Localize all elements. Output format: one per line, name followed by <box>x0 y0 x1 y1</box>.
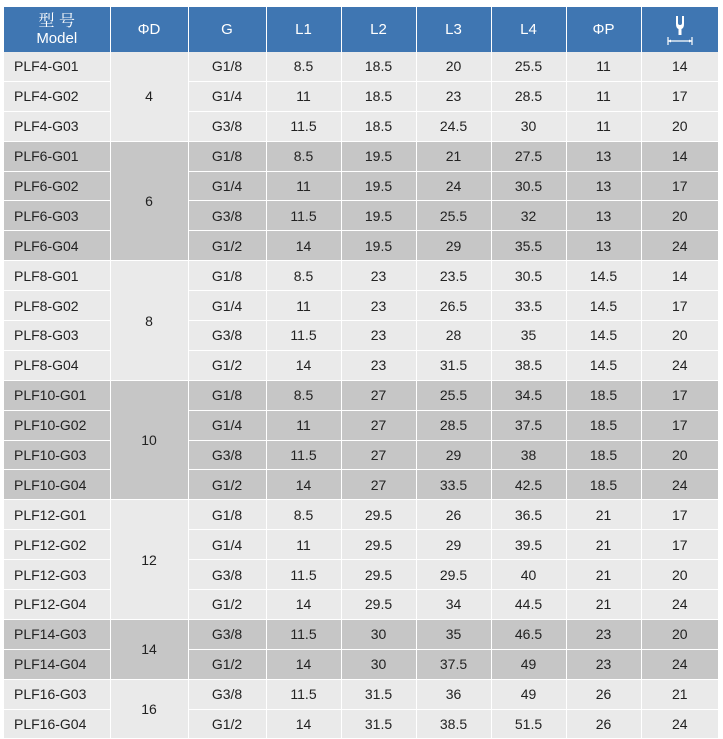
cell-phi-d: 12 <box>110 500 188 620</box>
cell-l2: 29.5 <box>341 590 416 620</box>
cell-l3: 25.5 <box>416 380 491 410</box>
cell-g: G1/4 <box>188 530 266 560</box>
header-phi-p: ΦP <box>566 7 641 52</box>
cell-phi-d: 8 <box>110 261 188 381</box>
cell-l4: 36.5 <box>491 500 566 530</box>
cell-phi_p: 26 <box>566 679 641 709</box>
cell-phi-d: 16 <box>110 679 188 739</box>
cell-g: G3/8 <box>188 440 266 470</box>
cell-l2: 23 <box>341 261 416 291</box>
cell-l1: 14 <box>266 350 341 380</box>
cell-g: G1/2 <box>188 470 266 500</box>
cell-l3: 24 <box>416 171 491 201</box>
cell-wrench: 20 <box>641 440 718 470</box>
cell-model: PLF6-G02 <box>4 171 110 201</box>
header-model <box>4 7 110 52</box>
cell-wrench: 17 <box>641 380 718 410</box>
cell-wrench: 24 <box>641 590 718 620</box>
cell-l4: 49 <box>491 649 566 679</box>
cell-l4: 38.5 <box>491 350 566 380</box>
cell-phi-d: 14 <box>110 619 188 679</box>
cell-g: G1/8 <box>188 380 266 410</box>
cell-g: G1/2 <box>188 709 266 739</box>
cell-model: PLF6-G04 <box>4 231 110 261</box>
cell-l4: 37.5 <box>491 410 566 440</box>
header-l1: L1 <box>266 7 341 52</box>
cell-l3: 28 <box>416 321 491 351</box>
cell-wrench: 20 <box>641 560 718 590</box>
cell-phi-d: 4 <box>110 52 188 141</box>
cell-model: PLF8-G03 <box>4 321 110 351</box>
cell-l2: 23 <box>341 321 416 351</box>
cell-g: G1/8 <box>188 141 266 171</box>
cell-l1: 11 <box>266 530 341 560</box>
cell-model: PLF4-G02 <box>4 81 110 111</box>
cell-phi-d: 10 <box>110 380 188 500</box>
cell-l3: 28.5 <box>416 410 491 440</box>
cell-phi_p: 14.5 <box>566 350 641 380</box>
cell-l1: 14 <box>266 590 341 620</box>
cell-l2: 18.5 <box>341 111 416 141</box>
cell-model: PLF14-G03 <box>4 619 110 649</box>
cell-l1: 11 <box>266 291 341 321</box>
cell-l2: 18.5 <box>341 81 416 111</box>
cell-phi_p: 14.5 <box>566 291 641 321</box>
cell-l3: 25.5 <box>416 201 491 231</box>
cell-wrench: 20 <box>641 321 718 351</box>
cell-l1: 14 <box>266 649 341 679</box>
cell-l2: 19.5 <box>341 201 416 231</box>
cell-phi_p: 13 <box>566 231 641 261</box>
table-row <box>4 52 718 81</box>
cell-g: G1/2 <box>188 649 266 679</box>
cell-g: G1/2 <box>188 231 266 261</box>
cell-g: G1/4 <box>188 410 266 440</box>
cell-phi_p: 13 <box>566 171 641 201</box>
table-body <box>4 52 718 739</box>
cell-g: G3/8 <box>188 619 266 649</box>
cell-model: PLF12-G03 <box>4 560 110 590</box>
cell-l4: 25.5 <box>491 52 566 81</box>
cell-g: G1/2 <box>188 590 266 620</box>
cell-model: PLF16-G03 <box>4 679 110 709</box>
cell-l2: 29.5 <box>341 530 416 560</box>
cell-l1: 11.5 <box>266 679 341 709</box>
cell-l3: 34 <box>416 590 491 620</box>
cell-g: G3/8 <box>188 321 266 351</box>
cell-wrench: 24 <box>641 649 718 679</box>
header-wrench <box>641 7 718 52</box>
cell-g: G3/8 <box>188 560 266 590</box>
cell-model: PLF12-G04 <box>4 590 110 620</box>
cell-model: PLF16-G04 <box>4 709 110 739</box>
cell-phi_p: 21 <box>566 590 641 620</box>
cell-l4: 27.5 <box>491 141 566 171</box>
cell-l2: 27 <box>341 410 416 440</box>
cell-l4: 28.5 <box>491 81 566 111</box>
cell-model: PLF6-G03 <box>4 201 110 231</box>
cell-l1: 14 <box>266 709 341 739</box>
table-row <box>4 500 718 530</box>
cell-l2: 31.5 <box>341 679 416 709</box>
cell-l3: 35 <box>416 619 491 649</box>
header-l2: L2 <box>341 7 416 52</box>
cell-l1: 14 <box>266 231 341 261</box>
cell-phi_p: 13 <box>566 141 641 171</box>
header-model-en: Model <box>36 29 78 47</box>
cell-wrench: 24 <box>641 709 718 739</box>
cell-wrench: 17 <box>641 530 718 560</box>
cell-l4: 30 <box>491 111 566 141</box>
cell-phi_p: 18.5 <box>566 470 641 500</box>
cell-phi_p: 18.5 <box>566 380 641 410</box>
cell-phi_p: 26 <box>566 709 641 739</box>
cell-l4: 40 <box>491 560 566 590</box>
cell-l3: 21 <box>416 141 491 171</box>
cell-g: G1/4 <box>188 81 266 111</box>
cell-l3: 31.5 <box>416 350 491 380</box>
cell-model: PLF8-G04 <box>4 350 110 380</box>
cell-wrench: 20 <box>641 201 718 231</box>
cell-l2: 19.5 <box>341 141 416 171</box>
cell-l4: 46.5 <box>491 619 566 649</box>
spec-table <box>4 7 718 739</box>
cell-l1: 11.5 <box>266 321 341 351</box>
cell-l2: 23 <box>341 291 416 321</box>
table-row <box>4 141 718 171</box>
cell-l3: 26 <box>416 500 491 530</box>
cell-model: PLF10-G04 <box>4 470 110 500</box>
cell-l4: 49 <box>491 679 566 709</box>
header-l3: L3 <box>416 7 491 52</box>
cell-l4: 42.5 <box>491 470 566 500</box>
cell-l4: 30.5 <box>491 261 566 291</box>
cell-model: PLF12-G01 <box>4 500 110 530</box>
cell-l1: 11.5 <box>266 201 341 231</box>
cell-l3: 20 <box>416 52 491 81</box>
cell-g: G1/8 <box>188 52 266 81</box>
cell-model: PLF8-G01 <box>4 261 110 291</box>
cell-l3: 29 <box>416 440 491 470</box>
cell-g: G3/8 <box>188 201 266 231</box>
table-row <box>4 619 718 649</box>
cell-model: PLF12-G02 <box>4 530 110 560</box>
cell-l1: 11 <box>266 81 341 111</box>
cell-model: PLF6-G01 <box>4 141 110 171</box>
cell-phi_p: 14.5 <box>566 261 641 291</box>
cell-l4: 35 <box>491 321 566 351</box>
cell-l1: 8.5 <box>266 141 341 171</box>
cell-l2: 19.5 <box>341 231 416 261</box>
cell-l4: 33.5 <box>491 291 566 321</box>
cell-phi_p: 21 <box>566 530 641 560</box>
cell-wrench: 20 <box>641 111 718 141</box>
cell-l1: 8.5 <box>266 52 341 81</box>
cell-model: PLF4-G03 <box>4 111 110 141</box>
cell-phi_p: 11 <box>566 111 641 141</box>
cell-l4: 35.5 <box>491 231 566 261</box>
cell-wrench: 24 <box>641 231 718 261</box>
cell-l2: 29.5 <box>341 500 416 530</box>
cell-wrench: 17 <box>641 500 718 530</box>
cell-l3: 23 <box>416 81 491 111</box>
cell-l2: 27 <box>341 380 416 410</box>
cell-model: PLF4-G01 <box>4 52 110 81</box>
cell-l1: 11.5 <box>266 111 341 141</box>
cell-l4: 44.5 <box>491 590 566 620</box>
cell-l1: 11.5 <box>266 619 341 649</box>
cell-wrench: 17 <box>641 291 718 321</box>
cell-g: G1/8 <box>188 261 266 291</box>
cell-g: G1/2 <box>188 350 266 380</box>
cell-l3: 29 <box>416 231 491 261</box>
cell-l2: 18.5 <box>341 52 416 81</box>
cell-l3: 29.5 <box>416 560 491 590</box>
table-row <box>4 380 718 410</box>
cell-l2: 29.5 <box>341 560 416 590</box>
cell-phi_p: 21 <box>566 560 641 590</box>
cell-model: PLF8-G02 <box>4 291 110 321</box>
cell-model: PLF10-G02 <box>4 410 110 440</box>
cell-phi_p: 11 <box>566 52 641 81</box>
header-row <box>4 7 718 52</box>
cell-phi_p: 23 <box>566 649 641 679</box>
cell-phi_p: 11 <box>566 81 641 111</box>
header-g: G <box>188 7 266 52</box>
cell-l4: 39.5 <box>491 530 566 560</box>
cell-phi_p: 18.5 <box>566 440 641 470</box>
cell-l2: 19.5 <box>341 171 416 201</box>
cell-l3: 38.5 <box>416 709 491 739</box>
cell-g: G3/8 <box>188 111 266 141</box>
cell-l3: 23.5 <box>416 261 491 291</box>
cell-l3: 26.5 <box>416 291 491 321</box>
cell-phi_p: 18.5 <box>566 410 641 440</box>
cell-wrench: 24 <box>641 470 718 500</box>
cell-l4: 32 <box>491 201 566 231</box>
cell-wrench: 17 <box>641 171 718 201</box>
table-row <box>4 261 718 291</box>
cell-l2: 23 <box>341 350 416 380</box>
cell-wrench: 21 <box>641 679 718 709</box>
cell-phi_p: 21 <box>566 500 641 530</box>
cell-wrench: 14 <box>641 52 718 81</box>
cell-l1: 14 <box>266 470 341 500</box>
cell-phi-d: 6 <box>110 141 188 261</box>
cell-wrench: 14 <box>641 141 718 171</box>
cell-l2: 30 <box>341 619 416 649</box>
cell-phi_p: 23 <box>566 619 641 649</box>
wrench-icon <box>665 14 695 46</box>
cell-l3: 29 <box>416 530 491 560</box>
cell-l2: 30 <box>341 649 416 679</box>
cell-phi_p: 13 <box>566 201 641 231</box>
cell-wrench: 24 <box>641 350 718 380</box>
cell-l3: 37.5 <box>416 649 491 679</box>
cell-l3: 36 <box>416 679 491 709</box>
cell-g: G1/4 <box>188 291 266 321</box>
cell-l1: 11 <box>266 171 341 201</box>
cell-wrench: 17 <box>641 81 718 111</box>
cell-model: PLF14-G04 <box>4 649 110 679</box>
cell-l2: 31.5 <box>341 709 416 739</box>
cell-g: G1/8 <box>188 500 266 530</box>
cell-l4: 38 <box>491 440 566 470</box>
cell-l3: 33.5 <box>416 470 491 500</box>
cell-l1: 8.5 <box>266 261 341 291</box>
cell-l1: 11.5 <box>266 560 341 590</box>
cell-l2: 27 <box>341 440 416 470</box>
cell-wrench: 17 <box>641 410 718 440</box>
spec-table-container <box>4 7 718 739</box>
cell-l1: 11.5 <box>266 440 341 470</box>
header-phi-d: ΦD <box>110 7 188 52</box>
cell-model: PLF10-G03 <box>4 440 110 470</box>
cell-wrench: 20 <box>641 619 718 649</box>
cell-l1: 11 <box>266 410 341 440</box>
cell-g: G3/8 <box>188 679 266 709</box>
cell-l4: 30.5 <box>491 171 566 201</box>
cell-l2: 27 <box>341 470 416 500</box>
header-l4: L4 <box>491 7 566 52</box>
cell-l4: 34.5 <box>491 380 566 410</box>
cell-l1: 8.5 <box>266 500 341 530</box>
cell-wrench: 14 <box>641 261 718 291</box>
table-row <box>4 679 718 709</box>
cell-l4: 51.5 <box>491 709 566 739</box>
cell-phi_p: 14.5 <box>566 321 641 351</box>
cell-model: PLF10-G01 <box>4 380 110 410</box>
cell-l3: 24.5 <box>416 111 491 141</box>
cell-g: G1/4 <box>188 171 266 201</box>
header-model-zh: 型 号 <box>38 12 75 30</box>
cell-l1: 8.5 <box>266 380 341 410</box>
